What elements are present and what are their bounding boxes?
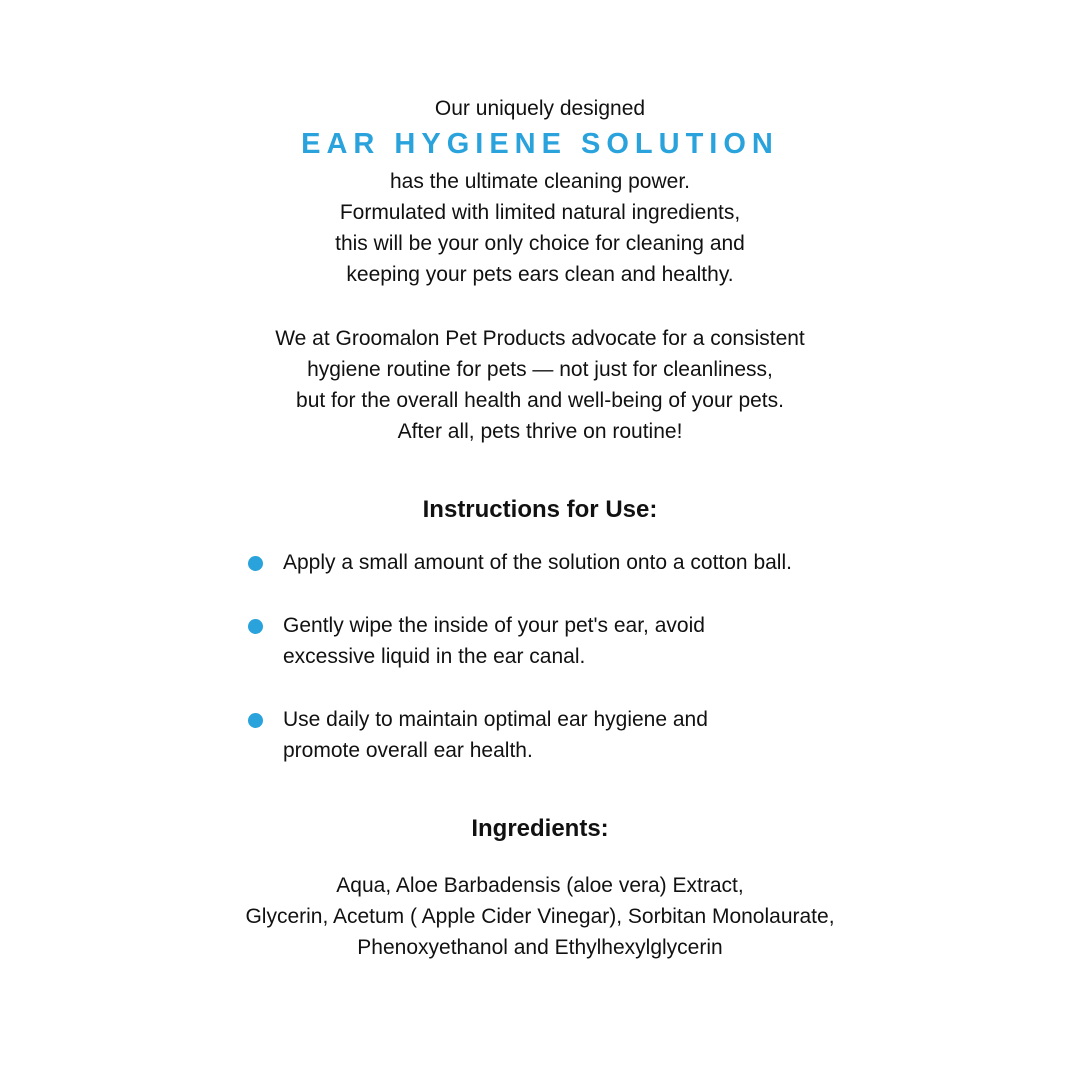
bullet-dot-icon — [248, 556, 263, 571]
intro-section — [0, 94, 1080, 290]
instruction-step — [248, 610, 948, 672]
bullet-dot-icon — [248, 619, 263, 634]
advocacy-line: We at Groomalon Pet Products advocate for a consistent — [275, 327, 805, 350]
advocacy-line: but for the overall health and well-being of your pets. — [296, 389, 784, 412]
instruction-text: promote overall ear health. — [283, 739, 533, 762]
intro-line: has the ultimate cleaning power. — [389, 170, 691, 193]
intro-lead: Our uniquely designed — [434, 97, 646, 120]
instruction-step — [248, 547, 948, 578]
ingredients-line: Phenoxyethanol and Ethylhexylglycerin — [357, 936, 723, 959]
ingredients-line: Aqua, Aloe Barbadensis (aloe vera) Extract, — [336, 874, 744, 897]
instruction-text: Apply a small amount of the solution onto a cotton ball. — [283, 551, 792, 574]
instruction-step — [248, 704, 948, 766]
intro-line: Formulated with limited natural ingredients, — [339, 201, 741, 224]
instructions-list — [248, 547, 948, 798]
instruction-text: Gently wipe the inside of your pet's ear, avoid — [283, 614, 705, 637]
intro-line: this will be your only choice for cleaning and — [335, 232, 745, 255]
ingredients-heading: Ingredients: — [471, 815, 609, 842]
advocacy-section — [0, 323, 1080, 447]
ingredients-section — [0, 870, 1080, 963]
instructions-heading: Instructions for Use: — [422, 496, 658, 523]
ingredients-line: Glycerin, Acetum ( Apple Cider Vinegar), Sorbitan Monolaurate, — [245, 905, 835, 928]
advocacy-line: After all, pets thrive on routine! — [397, 420, 683, 443]
bullet-dot-icon — [248, 713, 263, 728]
advocacy-line: hygiene routine for pets — not just for cleanliness, — [307, 358, 773, 381]
product-headline: EAR HYGIENE SOLUTION — [301, 128, 779, 160]
instruction-text: excessive liquid in the ear canal. — [283, 645, 586, 668]
instruction-text: Use daily to maintain optimal ear hygiene and — [283, 708, 708, 731]
intro-line: keeping your pets ears clean and healthy. — [346, 263, 734, 286]
